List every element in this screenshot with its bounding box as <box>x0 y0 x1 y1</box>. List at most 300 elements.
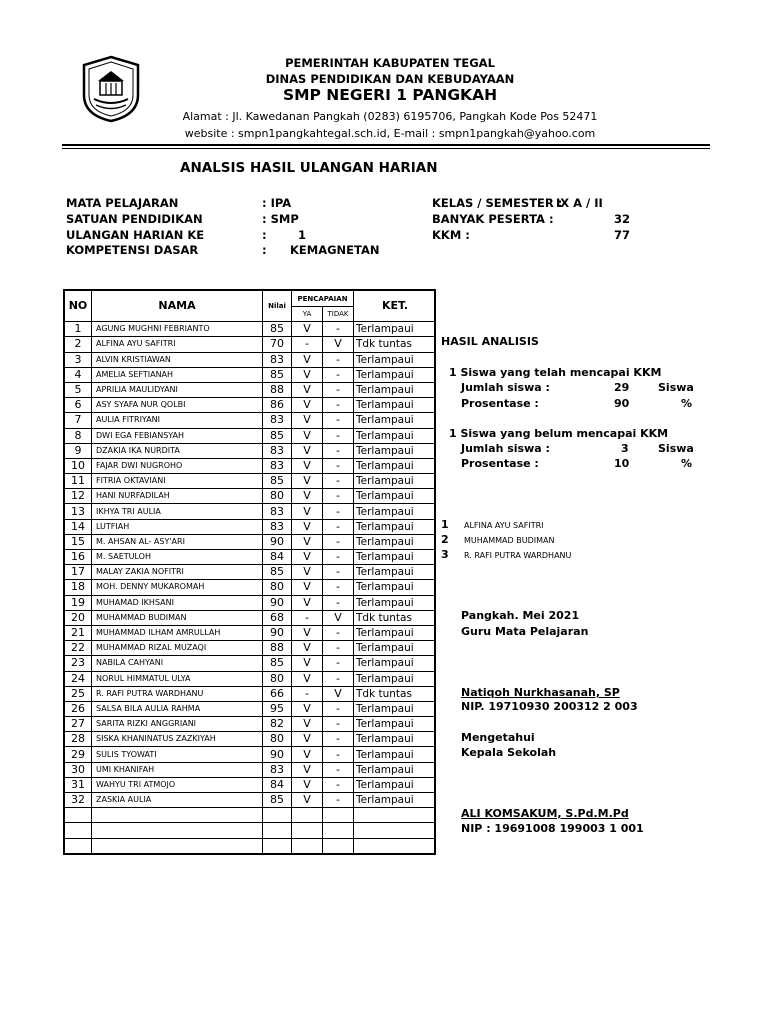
education-unit-value: : SMP <box>262 212 299 226</box>
achieved-mark: V <box>292 565 323 580</box>
not-achieved-mark: - <box>323 322 354 337</box>
achieved-mark: V <box>292 671 323 686</box>
remark: Terlampaui <box>354 777 436 792</box>
student-score: 82 <box>263 717 292 732</box>
empty-cell <box>92 823 263 838</box>
passed-pct-label: Prosentase : <box>461 397 539 410</box>
document-title: ANALSIS HASIL ULANGAN HARIAN <box>180 160 438 176</box>
row-number: 1 <box>64 322 92 337</box>
empty-cell <box>64 808 92 823</box>
col-header-yes: YA <box>292 307 323 322</box>
table-row <box>64 595 435 610</box>
remark: Terlampaui <box>354 458 436 473</box>
table-row <box>64 777 435 792</box>
remark: Terlampaui <box>354 701 436 716</box>
remark: Terlampaui <box>354 565 436 580</box>
achieved-mark: V <box>292 595 323 610</box>
passed-pct: 90 <box>614 397 630 410</box>
student-score: 85 <box>263 367 292 382</box>
failed-count: 3 <box>621 442 629 455</box>
achieved-mark: V <box>292 504 323 519</box>
class-semester-value: IX A / II <box>556 196 603 210</box>
kkm-label: KKM : <box>432 228 470 242</box>
row-number: 32 <box>64 793 92 808</box>
achieved-mark: V <box>292 762 323 777</box>
row-number: 15 <box>64 534 92 549</box>
header-website: website : smpn1pangkahtegal.sch.id, E-mail : smpn1pangkah@yahoo.com <box>184 127 596 140</box>
table-row <box>64 656 435 671</box>
achieved-mark: V <box>292 701 323 716</box>
remark: Terlampaui <box>354 352 436 367</box>
student-score: 70 <box>263 337 292 352</box>
test-number-label: ULANGAN HARIAN KE <box>66 228 205 242</box>
remark: Terlampaui <box>354 519 436 534</box>
table-row <box>64 443 435 458</box>
student-name: SULIS TYOWATI <box>92 747 263 762</box>
achieved-mark: - <box>292 686 323 701</box>
row-number: 28 <box>64 732 92 747</box>
student-score: 85 <box>263 565 292 580</box>
not-achieved-mark: - <box>323 671 354 686</box>
remark: Terlampaui <box>354 443 436 458</box>
not-achieved-mark: - <box>323 367 354 382</box>
student-name: SARITA RIZKI ANGGRIANI <box>92 717 263 732</box>
remark: Terlampaui <box>354 747 436 762</box>
remark: Terlampaui <box>354 732 436 747</box>
achieved-mark: V <box>292 489 323 504</box>
remark: Tdk tuntas <box>354 337 436 352</box>
achieved-mark: V <box>292 641 323 656</box>
failed-count-label: Jumlah siswa : <box>461 442 550 455</box>
empty-table-row <box>64 808 435 823</box>
test-number-value: 1 <box>298 228 307 242</box>
table-row <box>64 322 435 337</box>
achieved-mark: V <box>292 428 323 443</box>
student-score: 80 <box>263 732 292 747</box>
col-header-achievement: PENCAPAIAN <box>292 290 354 307</box>
not-achieved-mark: - <box>323 428 354 443</box>
student-score: 85 <box>263 656 292 671</box>
student-score: 86 <box>263 398 292 413</box>
row-number: 26 <box>64 701 92 716</box>
remark: Terlampaui <box>354 580 436 595</box>
row-number: 14 <box>64 519 92 534</box>
analysis-heading: HASIL ANALISIS <box>441 335 539 348</box>
row-number: 2 <box>64 337 92 352</box>
row-number: 30 <box>64 762 92 777</box>
student-name: HANI NURFADILAH <box>92 489 263 504</box>
not-achieved-mark: - <box>323 565 354 580</box>
kabupaten-tegal-emblem <box>80 55 142 123</box>
not-achieved-mark: - <box>323 398 354 413</box>
not-achieved-mark: - <box>323 489 354 504</box>
achieved-mark: V <box>292 717 323 732</box>
not-achieved-mark: - <box>323 732 354 747</box>
empty-table-row <box>64 823 435 838</box>
not-achieved-mark: - <box>323 519 354 534</box>
achieved-mark: V <box>292 777 323 792</box>
principal-role: Kepala Sekolah <box>461 746 557 759</box>
student-score: 80 <box>263 671 292 686</box>
not-achieved-mark: - <box>323 762 354 777</box>
remark: Terlampaui <box>354 367 436 382</box>
failed-group-title: 1 Siswa yang belum mencapai KKM <box>449 427 669 440</box>
student-name: M. AHSAN AL- ASY'ARI <box>92 534 263 549</box>
header-divider-thin <box>62 148 710 149</box>
student-score: 85 <box>263 428 292 443</box>
table-row <box>64 489 435 504</box>
participants-label: BANYAK PESERTA : <box>432 212 554 226</box>
table-row <box>64 337 435 352</box>
row-number: 31 <box>64 777 92 792</box>
student-name: UMI KHANIFAH <box>92 762 263 777</box>
student-score: 90 <box>263 747 292 762</box>
student-score: 83 <box>263 519 292 534</box>
remark: Terlampaui <box>354 382 436 397</box>
empty-cell <box>292 808 323 823</box>
not-achieved-mark: - <box>323 458 354 473</box>
achieved-mark: V <box>292 458 323 473</box>
not-achieved-mark: - <box>323 641 354 656</box>
row-number: 18 <box>64 580 92 595</box>
row-number: 5 <box>64 382 92 397</box>
failed-student-name: ALFINA AYU SAFITRI <box>464 521 544 530</box>
not-achieved-mark: - <box>323 443 354 458</box>
passed-pct-unit: % <box>681 397 693 410</box>
failed-count-unit: Siswa <box>658 442 694 455</box>
row-number: 24 <box>64 671 92 686</box>
achieved-mark: V <box>292 793 323 808</box>
student-name: AULIA FITRIYANI <box>92 413 263 428</box>
col-header-remarks: KET. <box>354 290 436 322</box>
row-number: 20 <box>64 610 92 625</box>
table-row <box>64 701 435 716</box>
student-score: 83 <box>263 504 292 519</box>
achieved-mark: V <box>292 382 323 397</box>
teacher-role: Guru Mata Pelajaran <box>461 625 589 638</box>
not-achieved-mark: - <box>323 625 354 640</box>
row-number: 17 <box>64 565 92 580</box>
not-achieved-mark: - <box>323 382 354 397</box>
student-score: 83 <box>263 443 292 458</box>
achieved-mark: V <box>292 322 323 337</box>
header-address: Alamat : Jl. Kawedanan Pangkah (0283) 6195706, Pangkah Kode Pos 52471 <box>182 110 598 123</box>
student-score: 80 <box>263 489 292 504</box>
remark: Tdk tuntas <box>354 686 436 701</box>
row-number: 25 <box>64 686 92 701</box>
row-number: 10 <box>64 458 92 473</box>
remark: Terlampaui <box>354 625 436 640</box>
student-name: R. RAFI PUTRA WARDHANU <box>92 686 263 701</box>
row-number: 8 <box>64 428 92 443</box>
student-score: 85 <box>263 793 292 808</box>
not-achieved-mark: - <box>323 534 354 549</box>
student-name: SISKA KHANINATUS ZAZKIYAH <box>92 732 263 747</box>
remark: Terlampaui <box>354 550 436 565</box>
row-number: 7 <box>64 413 92 428</box>
student-score: 85 <box>263 322 292 337</box>
achieved-mark: V <box>292 443 323 458</box>
header-government: PEMERINTAH KABUPATEN TEGAL <box>285 56 495 70</box>
table-row <box>64 793 435 808</box>
row-number: 16 <box>64 550 92 565</box>
empty-cell <box>323 808 354 823</box>
remark: Tdk tuntas <box>354 610 436 625</box>
not-achieved-mark: - <box>323 701 354 716</box>
table-row <box>64 504 435 519</box>
student-score: 83 <box>263 458 292 473</box>
not-achieved-mark: - <box>323 717 354 732</box>
kkm-value: 77 <box>614 228 631 242</box>
row-number: 4 <box>64 367 92 382</box>
subject-value: : IPA <box>262 196 292 210</box>
test-number-colon: : <box>262 228 267 242</box>
table-row <box>64 458 435 473</box>
achieved-mark: V <box>292 656 323 671</box>
achieved-mark: V <box>292 534 323 549</box>
student-score: 88 <box>263 382 292 397</box>
achieved-mark: V <box>292 625 323 640</box>
col-header-score: Nilai <box>263 290 292 322</box>
empty-cell <box>323 838 354 854</box>
failed-student-no: 3 <box>441 548 449 561</box>
not-achieved-mark: - <box>323 352 354 367</box>
student-score: 83 <box>263 352 292 367</box>
table-row <box>64 382 435 397</box>
student-name: DWI EGA FEBIANSYAH <box>92 428 263 443</box>
col-header-no: NO <box>64 290 92 322</box>
student-score: 85 <box>263 474 292 489</box>
row-number: 13 <box>64 504 92 519</box>
student-name: MUHAMAD IKHSANI <box>92 595 263 610</box>
achieved-mark: V <box>292 747 323 762</box>
empty-cell <box>323 823 354 838</box>
student-name: M. SAETULOH <box>92 550 263 565</box>
failed-student-no: 2 <box>441 533 449 546</box>
failed-pct-label: Prosentase : <box>461 457 539 470</box>
education-unit-label: SATUAN PENDIDIKAN <box>66 212 203 226</box>
student-name: MUHAMMAD ILHAM AMRULLAH <box>92 625 263 640</box>
row-number: 29 <box>64 747 92 762</box>
table-row <box>64 641 435 656</box>
student-name: LUTFIAH <box>92 519 263 534</box>
table-row <box>64 413 435 428</box>
remark: Terlampaui <box>354 489 436 504</box>
empty-cell <box>92 838 263 854</box>
remark: Terlampaui <box>354 671 436 686</box>
empty-cell <box>263 838 292 854</box>
subject-label: MATA PELAJARAN <box>66 196 179 210</box>
student-name: FAJAR DWI NUGROHO <box>92 458 263 473</box>
student-score: 83 <box>263 762 292 777</box>
principal-name: ALI KOMSAKUM, S.Pd.M.Pd <box>461 807 629 820</box>
achieved-mark: V <box>292 474 323 489</box>
student-name: NABILA CAHYANI <box>92 656 263 671</box>
achieved-mark: V <box>292 367 323 382</box>
teacher-nip: NIP. 19710930 200312 2 003 <box>461 700 638 713</box>
student-score: 90 <box>263 534 292 549</box>
student-name: MUHAMMAD BUDIMAN <box>92 610 263 625</box>
achieved-mark: V <box>292 413 323 428</box>
remark: Terlampaui <box>354 595 436 610</box>
table-row <box>64 550 435 565</box>
table-row <box>64 625 435 640</box>
passed-count-label: Jumlah siswa : <box>461 381 550 394</box>
student-score: 80 <box>263 580 292 595</box>
remark: Terlampaui <box>354 504 436 519</box>
empty-cell <box>64 823 92 838</box>
row-number: 6 <box>64 398 92 413</box>
class-semester-label: KELAS / SEMESTER : <box>432 196 563 210</box>
table-row <box>64 428 435 443</box>
student-name: ZASKIA AULIA <box>92 793 263 808</box>
failed-pct-unit: % <box>681 457 693 470</box>
remark: Terlampaui <box>354 428 436 443</box>
empty-cell <box>292 823 323 838</box>
achieved-mark: V <box>292 550 323 565</box>
teacher-name: Natiqoh Nurkhasanah, SP <box>461 686 620 699</box>
table-row <box>64 519 435 534</box>
student-score: 90 <box>263 595 292 610</box>
remark: Terlampaui <box>354 762 436 777</box>
not-achieved-mark: - <box>323 580 354 595</box>
table-row <box>64 534 435 549</box>
not-achieved-mark: - <box>323 550 354 565</box>
score-table <box>63 289 436 855</box>
empty-cell <box>292 838 323 854</box>
score-table-body <box>64 322 435 854</box>
place-date: Pangkah. Mei 2021 <box>461 609 580 622</box>
empty-cell <box>354 838 436 854</box>
table-row <box>64 732 435 747</box>
achieved-mark: V <box>292 398 323 413</box>
header-department: DINAS PENDIDIKAN DAN KEBUDAYAAN <box>265 72 515 86</box>
competency-label: KOMPETENSI DASAR <box>66 243 199 257</box>
not-achieved-mark: V <box>323 686 354 701</box>
student-name: ALFINA AYU SAFITRI <box>92 337 263 352</box>
empty-cell <box>263 823 292 838</box>
row-number: 23 <box>64 656 92 671</box>
not-achieved-mark: V <box>323 337 354 352</box>
student-name: WAHYU TRI ATMOJO <box>92 777 263 792</box>
table-row <box>64 762 435 777</box>
empty-cell <box>354 808 436 823</box>
passed-count: 29 <box>614 381 630 394</box>
student-score: 68 <box>263 610 292 625</box>
table-row <box>64 580 435 595</box>
passed-count-unit: Siswa <box>658 381 694 394</box>
competency-colon: : <box>262 243 267 257</box>
empty-cell <box>263 808 292 823</box>
row-number: 27 <box>64 717 92 732</box>
student-name: AMELIA SEFTIANAH <box>92 367 263 382</box>
student-name: APRILIA MAULIDYANI <box>92 382 263 397</box>
row-number: 21 <box>64 625 92 640</box>
participants-value: 32 <box>614 212 631 226</box>
student-score: 84 <box>263 777 292 792</box>
col-header-name: NAMA <box>92 290 263 322</box>
not-achieved-mark: - <box>323 413 354 428</box>
achieved-mark: V <box>292 519 323 534</box>
not-achieved-mark: - <box>323 474 354 489</box>
not-achieved-mark: V <box>323 610 354 625</box>
row-number: 9 <box>64 443 92 458</box>
remark: Terlampaui <box>354 398 436 413</box>
row-number: 11 <box>64 474 92 489</box>
remark: Terlampaui <box>354 717 436 732</box>
student-score: 90 <box>263 625 292 640</box>
header-school-name: SMP NEGERI 1 PANGKAH <box>282 86 498 104</box>
student-name: ALVIN KRISTIAWAN <box>92 352 263 367</box>
failed-student-name: MUHAMMAD BUDIMAN <box>464 536 555 545</box>
table-row <box>64 474 435 489</box>
student-name: MOH. DENNY MUKAROMAH <box>92 580 263 595</box>
table-row <box>64 671 435 686</box>
student-name: IKHYA TRI AULIA <box>92 504 263 519</box>
student-score: 66 <box>263 686 292 701</box>
empty-cell <box>64 838 92 854</box>
failed-student-name: R. RAFI PUTRA WARDHANU <box>464 551 572 560</box>
not-achieved-mark: - <box>323 595 354 610</box>
remark: Terlampaui <box>354 322 436 337</box>
student-name: ASY SYAFA NUR QOLBI <box>92 398 263 413</box>
table-row <box>64 686 435 701</box>
remark: Terlampaui <box>354 413 436 428</box>
remark: Terlampaui <box>354 534 436 549</box>
empty-cell <box>354 823 436 838</box>
remark: Terlampaui <box>354 474 436 489</box>
failed-student-no: 1 <box>441 518 449 531</box>
achieved-mark: V <box>292 580 323 595</box>
passed-group-title: 1 Siswa yang telah mencapai KKM <box>449 366 662 379</box>
remark: Terlampaui <box>354 656 436 671</box>
table-row <box>64 565 435 580</box>
remark: Terlampaui <box>354 793 436 808</box>
student-name: FITRIA OKTAVIANI <box>92 474 263 489</box>
table-row <box>64 398 435 413</box>
principal-nip: NIP : 19691008 199003 1 001 <box>461 822 644 835</box>
student-name: NORUL HIMMATUL ULYA <box>92 671 263 686</box>
acknowledged-label: Mengetahui <box>461 731 535 744</box>
row-number: 22 <box>64 641 92 656</box>
not-achieved-mark: - <box>323 777 354 792</box>
achieved-mark: V <box>292 352 323 367</box>
row-number: 3 <box>64 352 92 367</box>
table-row <box>64 367 435 382</box>
student-name: MALAY ZAKIA NOFITRI <box>92 565 263 580</box>
competency-value: KEMAGNETAN <box>290 243 380 257</box>
not-achieved-mark: - <box>323 793 354 808</box>
not-achieved-mark: - <box>323 747 354 762</box>
header-divider <box>62 144 710 146</box>
student-score: 88 <box>263 641 292 656</box>
table-row <box>64 717 435 732</box>
empty-table-row <box>64 838 435 854</box>
student-name: AGUNG MUGHNI FEBRIANTO <box>92 322 263 337</box>
not-achieved-mark: - <box>323 656 354 671</box>
student-score: 95 <box>263 701 292 716</box>
failed-pct: 10 <box>614 457 630 470</box>
student-name: MUHAMMAD RIZAL MUZAQI <box>92 641 263 656</box>
student-score: 83 <box>263 413 292 428</box>
table-row <box>64 747 435 762</box>
achieved-mark: - <box>292 610 323 625</box>
table-row <box>64 352 435 367</box>
table-row <box>64 610 435 625</box>
row-number: 19 <box>64 595 92 610</box>
not-achieved-mark: - <box>323 504 354 519</box>
row-number: 12 <box>64 489 92 504</box>
